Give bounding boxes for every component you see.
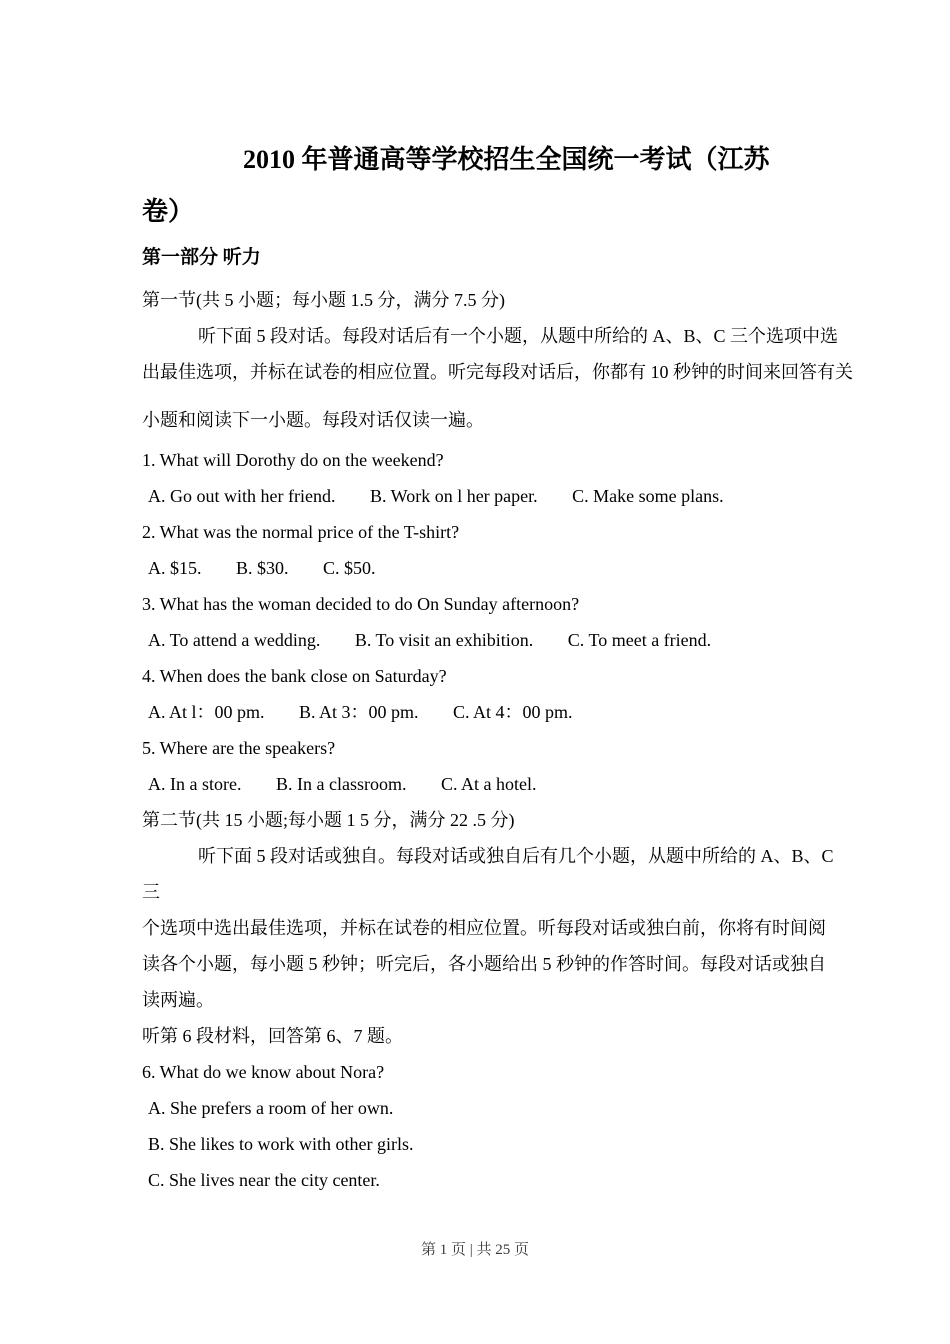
question-2-option-a: A. $15. <box>148 558 202 578</box>
question-5-option-a: A. In a store. <box>148 774 242 794</box>
section2-intro-line-3: 个选项中选出最佳选项，并标在试卷的相应位置。听每段对话或独白前，你将有时间阅 <box>142 918 826 938</box>
question-1-option-c: C. Make some plans. <box>572 486 724 506</box>
section2-intro-line-5: 读两遍。 <box>142 990 214 1010</box>
page-footer: 第 1 页 | 共 25 页 <box>420 1242 529 1258</box>
question-2-option-c: C. $50. <box>323 558 376 578</box>
question-2-text: 2. What was the normal price of the T-shirt? <box>142 522 460 542</box>
part1-heading: 第一部分 听力 <box>142 247 261 268</box>
section2-material-note: 听第 6 段材料，回答第 6、7 题。 <box>142 1026 403 1046</box>
question-2-option-b: B. $30. <box>236 558 289 578</box>
question-4-text: 4. When does the bank close on Saturday? <box>142 666 447 686</box>
section1-heading: 第一节(共 5 小题；每小题 1.5 分，满分 7.5 分) <box>142 290 505 310</box>
question-5-text: 5. Where are the speakers? <box>142 738 336 758</box>
question-3-option-c: C. To meet a friend. <box>567 630 712 650</box>
question-5-option-b: B. In a classroom. <box>275 774 407 794</box>
question-3-options <box>142 622 860 658</box>
question-1-option-b: B. Work on l her paper. <box>369 486 538 506</box>
question-3-text: 3. What has the woman decided to do On Sunday afternoon? <box>142 594 580 614</box>
question-3-option-a: A. To attend a wedding. <box>148 630 321 650</box>
section1-intro-line-2: 出最佳选项，并标在试卷的相应位置。听完每段对话后，你都有 10 秒钟的时间来回答有关 <box>142 362 853 382</box>
question-1-option-a: A. Go out with her friend. <box>148 486 336 506</box>
question-5-option-c: C. At a hotel. <box>440 774 537 794</box>
question-6-option-b: B. She likes to work with other girls. <box>148 1134 414 1154</box>
question-6-option-c: C. She lives near the city center. <box>148 1170 380 1190</box>
question-4-option-c: C. At 4：00 pm. <box>453 702 573 722</box>
question-2-options <box>142 550 860 586</box>
question-3-option-b: B. To visit an exhibition. <box>354 630 534 650</box>
section2-intro-line-2: 三 <box>142 882 160 902</box>
exam-title-line-2: 卷） <box>142 197 195 226</box>
section1-intro-line-1: 听下面 5 段对话。每段对话后有一个小题，从题中所给的 A、B、C 三个选项中选 <box>198 326 839 346</box>
section1-intro-line-3: 小题和阅读下一小题。每段对话仅读一遍。 <box>142 410 484 430</box>
question-4-option-a: A. At l：00 pm. <box>148 702 265 722</box>
section2-intro-line-4: 读各个小题，每小题 5 秒钟；听完后，各小题给出 5 秒钟的作答时间。每段对话或独自 <box>142 954 826 974</box>
question-1-text: 1. What will Dorothy do on the weekend? <box>142 450 444 470</box>
section2-intro-line-1: 听下面 5 段对话或独自。每段对话或独自后有几个小题，从题中所给的 A、B、C <box>198 846 834 866</box>
question-6-option-a: A. She prefers a room of her own. <box>148 1098 394 1118</box>
question-4-options <box>142 694 860 730</box>
section2-heading: 第二节(共 15 小题;每小题 1 5 分，满分 22 .5 分) <box>142 810 515 830</box>
question-6-text: 6. What do we know about Nora? <box>142 1062 385 1082</box>
question-1-options <box>142 478 860 514</box>
question-5-options <box>142 766 860 802</box>
question-4-option-b: B. At 3：00 pm. <box>299 702 419 722</box>
exam-title-line-1: 2010 年普通高等学校招生全国统一考试（江苏 <box>243 145 770 174</box>
